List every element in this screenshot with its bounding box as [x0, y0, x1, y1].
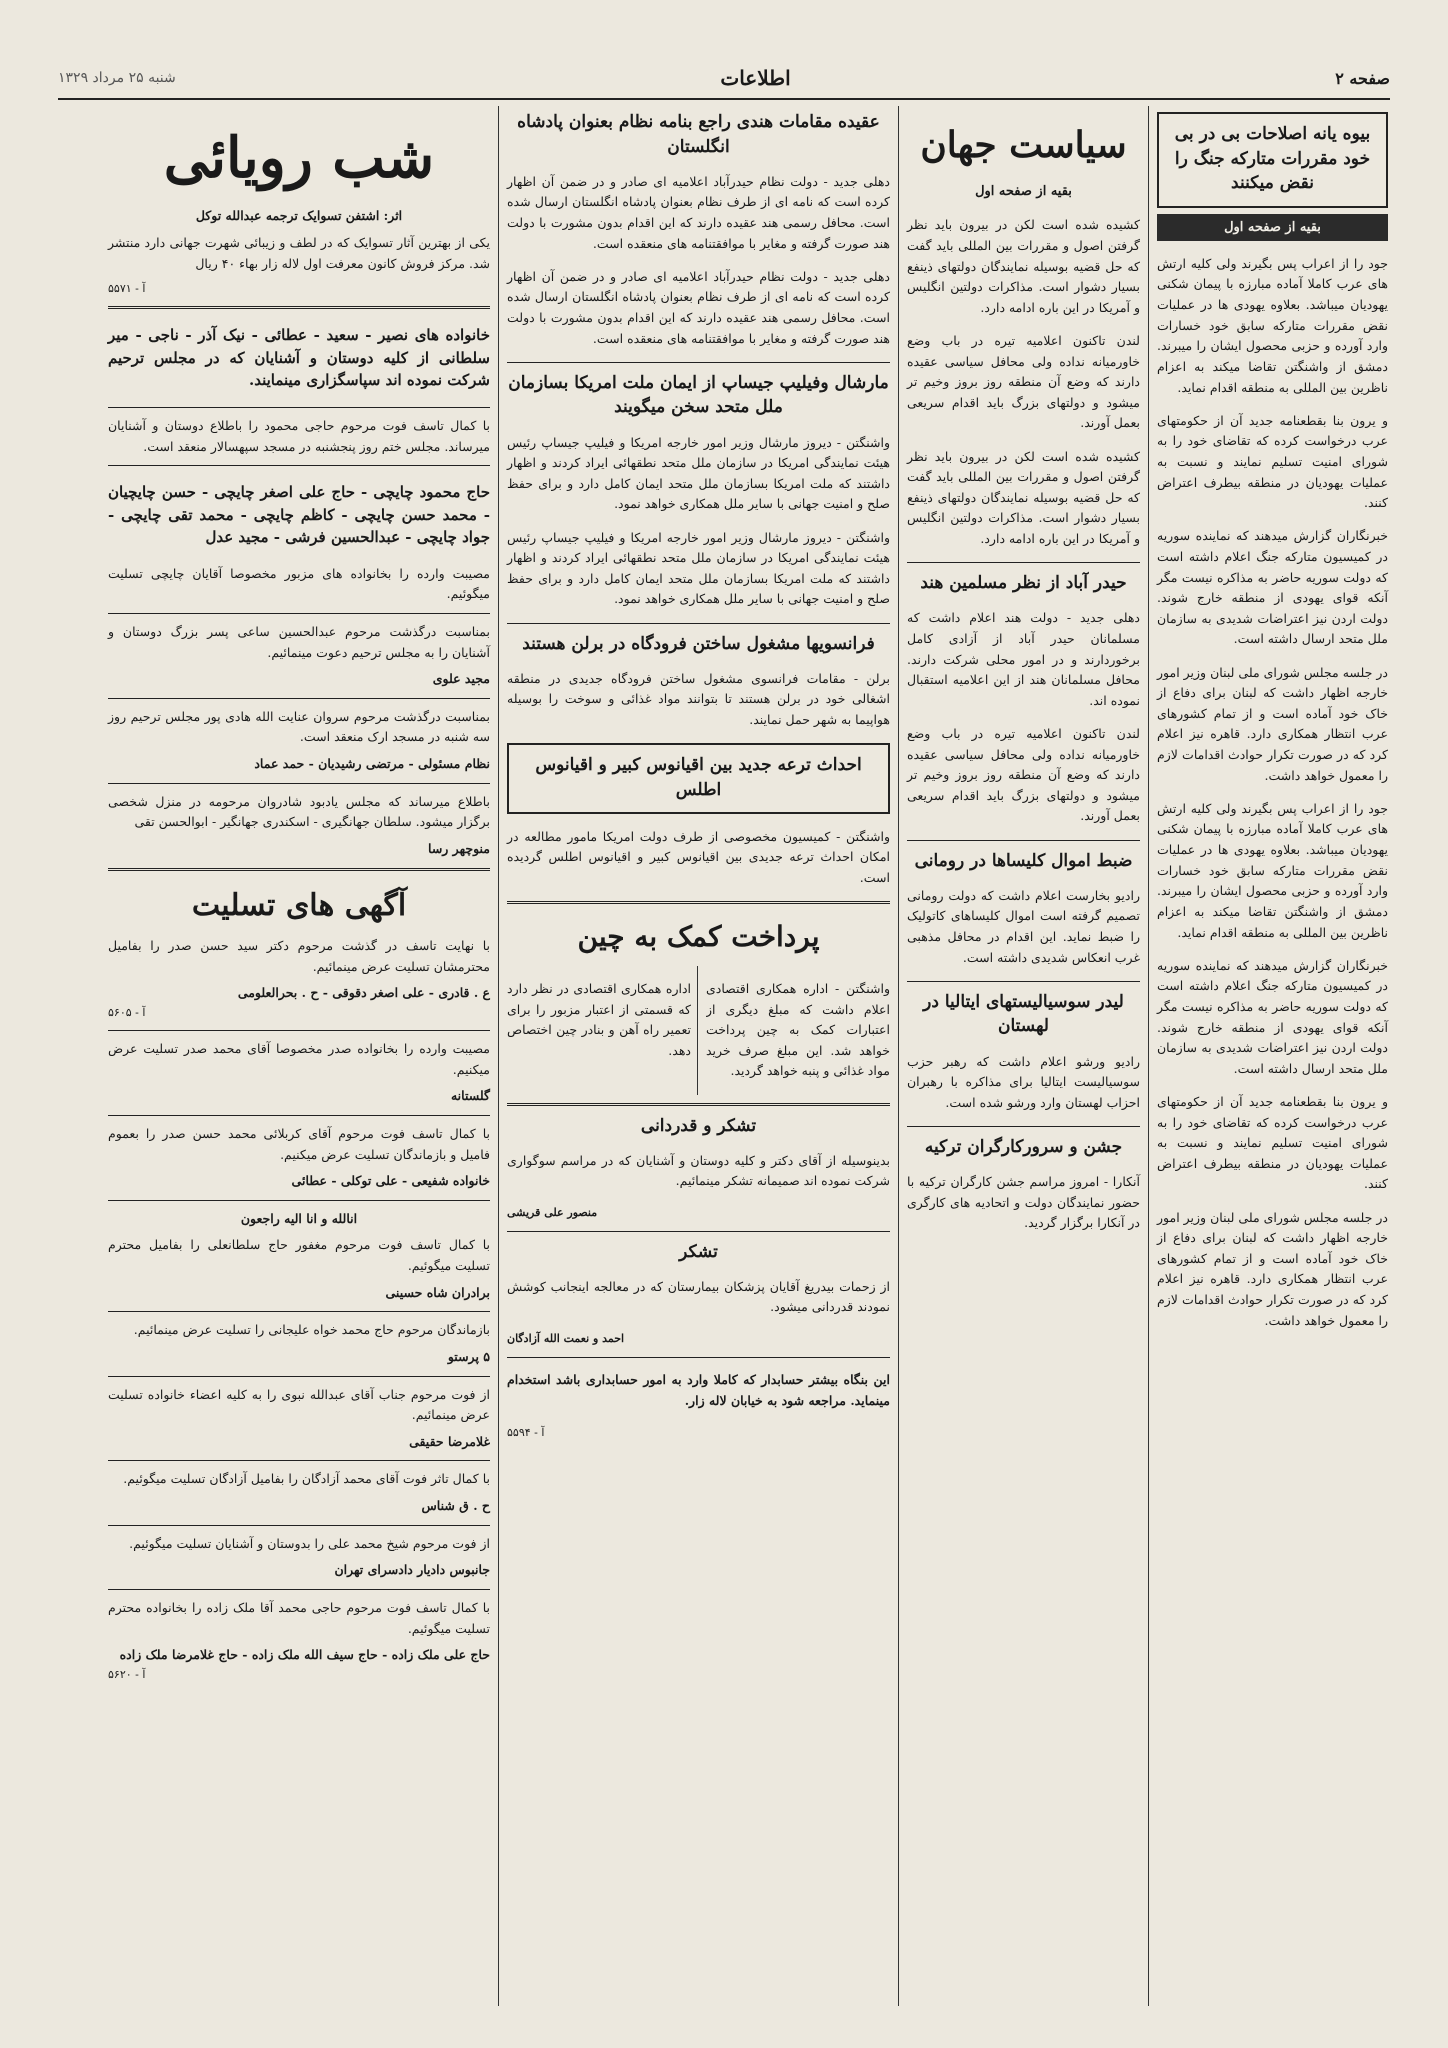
article-paragraph: در جلسه مجلس شورای ملی لبنان وزیر امور خارجه اظهار داشت که لبنان برای دفاع از خاک خود آماده است و از تمام کشورهای عرب انتظار همکاری دارد. قاهره نیز اعلام کرد که در صورت تکرار حوادث اقدامات لازم را معمول خواهد داشت. — [1157, 664, 1388, 783]
notice-signature: منصور علی قریشی — [507, 1206, 598, 1220]
article-paragraph: واشنگتن - دیروز مارشال وزیر امور خارجه امریکا و فیلیپ جیساپ رئیس هیئت نمایندگی امریکا در سازمان ملل متحد نطقهائی ایراد کردند و اظهار داشتند که ملت امریکا بسازمان ملل متحد ایمان کامل دارد و برای حفظ صلح و امنیت جهانی با سایر ملل همکاری خواهد نمود. — [507, 434, 890, 512]
condolence-signature: ع . قادری - علی اصغر دقوقی - ح . بحرالعلومی — [237, 985, 490, 1001]
ad-signature: منوچهر رسا — [428, 840, 490, 856]
columns — [52, 106, 1396, 2006]
subheadline: جشن و سرورکارگران ترکیه — [924, 1136, 1123, 1157]
ad-code: آ - ۵۵۷۱ — [108, 282, 146, 296]
article-paragraph: اداره همکاری اقتصادی در نظر دارد که قسمتی از اعتبار مزبور را برای تعمیر راه آهن و بنادر چین اختصاص دهد. — [507, 980, 691, 1058]
ad-text: مصیبت وارده را بخانواده های مزبور مخصوصا آقایان چایچی تسلیت میگوئیم. — [108, 565, 490, 602]
headline: مارشال وفیلیپ جیساپ از ایمان ملت امریکا بسازمان ملل متحد سخن میگویند — [508, 372, 889, 418]
ad-text: باطلاع میرساند که مجلس یادبود شادروان مرحومه در منزل شخصی برگزار میشود. سلطان جهانگیری - اسکندری جهانگیر - ابوالحسن تقی — [108, 793, 490, 830]
divider — [108, 1030, 490, 1031]
notice-title: تشکر — [679, 1241, 718, 1262]
subheadline: حیدر آباد از نظر مسلمین هند — [920, 573, 1127, 594]
divider — [907, 562, 1140, 563]
divider — [108, 1589, 490, 1590]
condolence-text: با کمال تاسف فوت مرحوم مغفور حاج سلطانعلی را بفامیل محترم تسلیت میگوئیم. — [108, 1237, 490, 1274]
condolence-text: با کمال تاسف فوت مرحوم آقای کربلائی محمد حسن صدر را بعموم فامیل و بازماندگان تسلیت عرض میکنیم. — [108, 1125, 490, 1162]
ad-text: با کمال تاسف فوت مرحوم حاجی محمود را باطلاع دوستان و آشنایان میرساند. مجلس ختم روز پنجشنبه در مسجد سپهسالار منعقد است. — [108, 417, 490, 454]
article-paragraph: واشنگتن - دیروز مارشال وزیر امور خارجه امریکا و فیلیپ جیساپ رئیس هیئت نمایندگی امریکا در سازمان ملل متحد نطقهائی ایراد کردند و اظهار داشتند که ملت امریکا بسازمان ملل متحد ایمان کامل دارد و برای حفظ صلح و امنیت جهانی با سایر ملل همکاری خواهد نمود. — [507, 529, 890, 607]
article-paragraph: آنکارا - امروز مراسم جشن کارگران ترکیه با حضور نمایندگان دولت و اتحادیه های کارگری در آنکارا برگزار گردید. — [907, 1174, 1140, 1231]
condolence-signature: گلستانه — [450, 1088, 490, 1104]
divider — [108, 868, 490, 871]
subheadline: لیدر سوسیالیستهای ایتالیا در لهستان — [923, 991, 1124, 1037]
headline-box — [507, 743, 890, 814]
divider — [507, 362, 890, 363]
article-paragraph: لندن تاکنون اعلامیه تیره در باب وضع خاورمیانه نداده ولی محافل سیاسی عقیده دارند که وضع آن منطقه روز بروز وخیم تر میشود و دولتهای بزرگ باید اقدام سریعی بعمل آورند. — [907, 332, 1140, 431]
article-paragraph: رادیو بخارست اعلام داشت که دولت رومانی تصمیم گرفته است اموال کلیساهای کاتولیک را ضبط نماید. این اقدام در محافل مذهبی غرب انعکاس شدیدی داشته است. — [907, 887, 1140, 965]
divider — [507, 901, 890, 904]
ad-signature: نظام مسئولی - مرتضی رشیدیان - حمد عماد — [254, 756, 490, 772]
column-world-politics — [898, 106, 1148, 2006]
article-paragraph: خبرنگاران گزارش میدهند که نماینده سوریه در کمیسیون متارکه جنگ اعلام داشته است که دولت سوریه حاضر به مذاکره نیست مگر آنکه قوای یهودی از منطقه خارج شوند. دولت اردن نیز اعتراضات شدیدی به سازمان ملل متحد ارسال داشته است. — [1157, 957, 1388, 1076]
divider — [108, 1311, 490, 1312]
ad-code: آ - ۵۵۹۴ — [507, 1425, 545, 1439]
divider — [507, 1103, 890, 1106]
two-column-article — [507, 966, 890, 1094]
paper-name: اطلاعات — [720, 66, 791, 90]
divider — [108, 1525, 490, 1526]
column-news — [498, 106, 898, 2006]
page-number: صفحه ۲ — [1335, 68, 1390, 88]
ad-text: بمناسبت درگذشت مرحوم عبدالحسین ساعی پسر بزرگ دوستان و آشنایان را به مجلس ترحیم دعوت مینمائیم. — [108, 623, 490, 660]
divider — [108, 407, 490, 408]
continued-note: بقیه از صفحه اول — [975, 184, 1072, 200]
condolence-section-title: آگهی های تسلیت — [191, 887, 407, 923]
article-paragraph: واشنگتن - اداره همکاری اقتصادی اعلام داشت که مبلغ دیگری از اعتبارات کمک به چین پرداخت خواهد شد. این مبلغ صرف خرید مواد غذائی و پنبه خواهد گردید. — [706, 980, 890, 1079]
article-paragraph: جود را از اعراب پس بگیرند ولی کلیه ارتش های عرب کاملا آماده مبارزه با پیمان شکنی یهودیان میباشد. بعلاوه یهودی ها در عملیات نقض مقررات متارکه سابق خود خسارات وارد آورده و حزبی محصول ایشان را میبرند. دمشق از واشنگتن تقاضا میکند به اعزام ناظرین بین المللی به منطقه اقدام نماید. — [1157, 255, 1388, 395]
article-paragraph: و یرون بنا بقطعنامه جدید آن از حکومتهای عرب درخواست کرده که تقاضای خود را به شورای امنیت تسلیم نمایند و نسبت به عملیات یهودیان در منطقه بیطرف اعتراض کنند. — [1157, 1093, 1388, 1192]
divider — [108, 1200, 490, 1201]
condolence-signature: خانواده شفیعی - علی توکلی - عطائی — [291, 1173, 490, 1189]
divider — [907, 1126, 1140, 1127]
ad-names: حاج محمود چایچی - حاج علی اصغر چایچی - حسن چایچیان - محمد حسن چایچی - کاظم چایچی - محمد تقی چایچی - جواد چایچی - عبدالحسین فرشی - مجید عدل — [108, 483, 490, 547]
book-promo: یکی از بهترین آثار تسوایک که در لطف و زیبائی شهرت جهانی دارد منتشر شد. مرکز فروش کانون معرفت اول لاله زار بهاء ۴۰ ریال — [108, 235, 490, 271]
article-paragraph: جود را از اعراب پس بگیرند ولی کلیه ارتش های عرب کاملا آماده مبارزه با پیمان شکنی یهودیان میباشد. بعلاوه یهودی ها در عملیات نقض مقررات متارکه سابق خود خسارات وارد آورده و حزبی محصول ایشان را میبرند. دمشق از واشنگتن تقاضا میکند به اعزام ناظرین بین المللی به منطقه اقدام نماید. — [1157, 800, 1388, 940]
headline: احداث ترعه جدید بین اقیانوس کبیر و اقیانوس اطلس — [535, 755, 862, 800]
article-paragraph: دهلی جدید - دولت هند اعلام داشت که مسلمانان حیدر آباد از آزادی کامل برخوردارند و در امور محلی شرکت دارند. محافل مسلمانان هند از این اعلامیه استقبال نموده اند. — [907, 610, 1140, 708]
condolence-text: با کمال تاثر فوت آقای محمد آزادگان را بفامیل آزادگان تسلیت میگوئیم. — [123, 1471, 490, 1487]
article-paragraph: و یرون بنا بقطعنامه جدید آن از حکومتهای عرب درخواست کرده که تقاضای خود را به شورای امنیت تسلیم نمایند و نسبت به عملیات یهودیان در منطقه بیطرف اعتراض کنند. — [1157, 412, 1388, 511]
article-paragraph: واشنگتن - کمیسیون مخصوصی از طرف دولت امریکا مامور مطالعه در امکان احداث ترعه جدیدی بین اقیانوس کبیر و اقیانوس اطلس گردیده است. — [507, 828, 890, 886]
article-paragraph: کشیده شده است لکن در بیرون باید نظر گرفتن اصول و مقررات بین المللی باید گفت که حل قضیه بوسیله نمایندگان دولتهای ذینفع بسیار دشوار است. مذاکرات دولتین انگلیس و آمریکا در این باره ادامه دارد. — [907, 448, 1140, 547]
condolence-signature: برادران شاه حسینی — [385, 1284, 490, 1300]
divider — [507, 1357, 890, 1358]
ad-text: بمناسبت درگذشت مرحوم سروان عنایت الله هادی پور مجلس ترحیم روز سه شنبه در مسجد ارک منعقد است. — [108, 708, 490, 745]
article-paragraph: رادیو ورشو اعلام داشت که رهبر حزب سوسیالیست ایتالیا برای مذاکره با رهبران احزاب لهستان وارد ورشو شده است. — [907, 1053, 1140, 1110]
headline-box — [1157, 112, 1388, 208]
divider — [108, 1376, 490, 1377]
page-header — [58, 58, 1390, 100]
condolence-signature: جانبوس دادیار دادسرای تهران — [334, 1562, 490, 1578]
divider — [108, 1115, 490, 1116]
ad-signature: مجید علوی — [432, 671, 490, 687]
condolence-text: از فوت مرحوم جناب آقای عبدالله نبوی را به کلیه اعضاء خانواده تسلیت عرض مینمائیم. — [108, 1386, 490, 1423]
divider — [907, 981, 1140, 982]
headline: پرداخت کمک به چین — [577, 920, 820, 954]
article-paragraph: خبرنگاران گزارش میدهند که نماینده سوریه در کمیسیون متارکه جنگ اعلام داشته است که دولت سوریه حاضر به مذاکره نیست مگر آنکه قوای یهودی از منطقه خارج شوند. دولت اردن نیز اعتراضات شدیدی به سازمان ملل متحد ارسال داشته است. — [1157, 528, 1388, 647]
divider — [108, 613, 490, 614]
headline: عقیده مقامات هندی راجع بنامه نظام بعنوان پادشاه انگلستان — [517, 112, 880, 157]
headline: بیوه یانه اصلاحات بی در بی خود مقررات متارکه جنگ را نقض میکنند — [1174, 124, 1371, 194]
ad-code: آ - ۵۶۲۰ — [108, 1667, 146, 1681]
divider — [507, 623, 890, 624]
continued-band: بقیه از صفحه اول — [1157, 214, 1388, 241]
headline: فرانسویها مشغول ساختن فرودگاه در برلن هستند — [522, 633, 875, 654]
notice-signature: احمد و نعمت الله آزادگان — [507, 1332, 625, 1346]
ad-code: آ - ۵۶۰۵ — [108, 1005, 146, 1019]
condolence-text: از فوت مرحوم شیخ محمد علی را بدوستان و آشنایان تسلیت میگوئیم. — [129, 1535, 490, 1551]
column-ads — [100, 106, 498, 2006]
condolence-signature: حاج علی ملک زاده - حاج سیف الله ملک زاده - حاج غلامرضا ملک زاده — [119, 1647, 490, 1663]
condolence-text: مصیبت وارده را بخانواده صدر مخصوصا آقای محمد صدر تسلیت عرض میکنیم. — [108, 1041, 490, 1077]
notice-body: از زحمات بیدریغ آقایان پزشکان بیمارستان که در معالجه اینجانب کوشش نمودند قدردانی میشود. — [507, 1278, 890, 1315]
article-paragraph: در جلسه مجلس شورای ملی لبنان وزیر امور خارجه اظهار داشت که لبنان برای دفاع از خاک خود آماده است و از تمام کشورهای عرب انتظار همکاری دارد. قاهره نیز اعلام کرد که در صورت تکرار حوادث اقدامات لازم را معمول خواهد داشت. — [1157, 1209, 1388, 1328]
condolence-text: با نهایت تاسف در گذشت مرحوم دکتر سید حسن صدر را بفامیل محترمشان تسلیت عرض مینمائیم. — [108, 938, 490, 974]
notice-body: بدینوسیله از آقای دکتر و کلیه دوستان و آشنایان که در مراسم سوگواری شرکت نموده اند صمیمانه تشکر مینمائیم. — [507, 1152, 890, 1189]
condolence-text: بازماندگان مرحوم حاج محمد خواه علیجانی را تسلیت عرض مینمائیم. — [133, 1322, 490, 1338]
condolence-title: انالله و انا الیه راجعون — [240, 1210, 358, 1226]
article-paragraph: برلن - مقامات فرانسوی مشغول ساختن فرودگاه جدیدی در منطقه اشغالی خود در برلن هستند تا بتوانند مواد غذائی و سوخت را بوسیله هواپیما به شهر حمل نمایند. — [507, 670, 890, 727]
notice-title: تشکر و قدردانی — [640, 1115, 757, 1136]
divider — [108, 306, 490, 309]
condolence-signature: ح . ق شناس — [421, 1498, 490, 1514]
book-subtitle: اثر: اشتفن تسوایک ترجمه عبدالله توکل — [195, 208, 403, 224]
article-paragraph: کشیده شده است لکن در بیرون باید نظر گرفتن اصول و مقررات بین المللی باید گفت که حل قضیه بوسیله نمایندگان دولتهای ذینفع بسیار دشوار است. مذاکرات دولتین انگلیس و آمریکا در این باره ادامه دارد. — [907, 217, 1140, 315]
ad-text: خانواده های نصیر - سعید - عطائی - نیک آذر - ناجی - میر سلطانی از کلیه دوستان و آشنایان که در مجلس ترحیم شرکت نموده اند سپاسگزاری مینمایند. — [108, 326, 490, 390]
divider — [108, 1460, 490, 1461]
divider — [108, 698, 490, 699]
subheadline: ضبط اموال کلیساها در رومانی — [914, 850, 1133, 871]
divider — [108, 465, 490, 466]
notice-body: این بنگاه بیشتر حسابدار که کاملا وارد به امور حسابداری باشد استخدام مینماید. مراجعه شود به خیابان لاله زار. — [507, 1372, 890, 1408]
section-title: سیاست جهان — [920, 124, 1127, 166]
divider — [507, 1231, 890, 1232]
condolence-signature: غلامرضا حقیقی — [409, 1433, 490, 1449]
book-logo: شب رویائی — [163, 125, 435, 191]
condolence-signature: ۵ پرستو — [447, 1348, 490, 1364]
article-paragraph: دهلی جدید - دولت نظام حیدرآباد اعلامیه ای صادر و در ضمن آن اظهار کرده است که نامه ای از طرف نظام بعنوان پادشاه انگلستان ارسال شده است. محافل رسمی هند عقیده دارند که این اقدام بدون مشورت با دولت هند صورت گرفته و مغایر با موافقتنامه های منعقده است. — [507, 173, 890, 251]
divider — [907, 840, 1140, 841]
divider — [108, 783, 490, 784]
condolence-text: با کمال تاسف فوت مرحوم حاجی محمد آقا ملک زاده را بخانواده محترم تسلیت میگوئیم. — [108, 1599, 490, 1636]
column-middle-east — [1148, 106, 1396, 2006]
article-paragraph: لندن تاکنون اعلامیه تیره در باب وضع خاورمیانه نداده ولی محافل سیاسی عقیده دارند که وضع آن منطقه روز بروز وخیم تر میشود و دولتهای بزرگ باید اقدام سریعی بعمل آورند. — [907, 725, 1140, 824]
date-line: شنبه ۲۵ مرداد ۱۳۲۹ — [58, 70, 176, 86]
article-paragraph: دهلی جدید - دولت نظام حیدرآباد اعلامیه ای صادر و در ضمن آن اظهار کرده است که نامه ای از طرف نظام بعنوان پادشاه انگلستان ارسال شده است. محافل رسمی هند عقیده دارند که این اقدام بدون مشورت با دولت هند صورت گرفته و مغایر با موافقتنامه های منعقده است. — [507, 268, 890, 346]
